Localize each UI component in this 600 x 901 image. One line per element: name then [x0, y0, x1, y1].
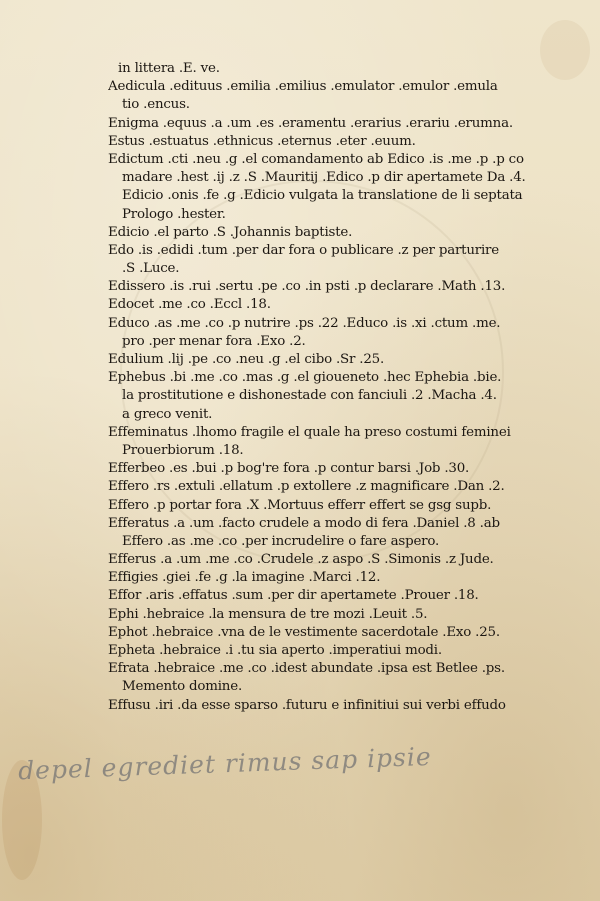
text-line: Efrata .hebraice .me .co .idest abundate .ipsa est Betlee .ps. — [108, 661, 505, 677]
text-line: Edo .is .edidi .tum .per dar fora o publicare .z per parturire — [108, 242, 499, 258]
text-line: Edicio .el parto .S .Johannis baptiste. — [108, 224, 353, 240]
text-line: a greco venit. — [122, 406, 213, 422]
text-line: Ephi .hebraice .la mensura de tre mozi .Leuit .5. — [108, 606, 428, 622]
text-line: .S .Luce. — [122, 261, 180, 277]
text-line: la prostitutione e dishonestade con fanciuli .2 .Macha .4. — [122, 388, 497, 404]
text-line: Edulium .lij .pe .co .neu .g .el cibo .Sr .25. — [108, 352, 385, 367]
text-line: Effero .rs .extuli .ellatum .p extollere .z magnificare .Dan .2. — [108, 479, 505, 495]
text-line: Epheta .hebraice .i .tu sia aperto .imperatiui modi. — [108, 643, 442, 658]
text-line: Prouerbiorum .18. — [122, 442, 244, 458]
text-line: Edicio .onis .fe .g .Edicio vulgata la translatione de li septata — [122, 188, 523, 204]
text-line: Effusu .iri .da esse sparso .futuru e infinitiui sui verbi effudo — [108, 697, 506, 713]
text-line: Efferbeo .es .bui .p bog're fora .p contur barsi .Job .30. — [108, 461, 470, 477]
printed-text-block — [108, 60, 568, 715]
text-line: tio .encus. — [122, 97, 190, 113]
text-line: pro .per menar fora .Exo .2. — [122, 333, 306, 349]
text-line: Effor .aris .effatus .sum .per dir apertamete .Prouer .18. — [108, 588, 479, 604]
text-line: Edocet .me .co .Eccl .18. — [108, 297, 271, 313]
text-line: Effigies .giei .fe .g .la imagine .Marci .12. — [108, 570, 381, 586]
text-line: Edictum .cti .neu .g .el comandamento ab Edico .is .me .p .p co — [108, 151, 524, 167]
text-line: Educo .as .me .co .p nutrire .ps .22 .Educo .is .xi .ctum .me. — [108, 315, 501, 331]
glossary-entries — [108, 78, 568, 715]
text-line: Ephot .hebraice .vna de le vestimente sacerdotale .Exo .25. — [108, 624, 500, 640]
text-line: Edissero .is .rui .sertu .pe .co .in psti .p declarare .Math .13. — [108, 279, 506, 295]
text-line: Efferatus .a .um .facto crudele a modo di fera .Daniel .8 .ab — [108, 515, 500, 531]
text-line: Estus .estuatus .ethnicus .eternus .eter .euum. — [108, 133, 416, 149]
text-line: Enigma .equus .a .um .es .eramentu .erarius .erariu .erumna. — [108, 115, 513, 131]
text-line: Prologo .hester. — [122, 206, 226, 222]
text-line: Effero .as .me .co .per incrudelire o fare aspero. — [122, 533, 440, 549]
text-line: Ephebus .bi .me .co .mas .g .el gioueneto .hec Ephebia .bie. — [108, 370, 502, 386]
page-header: in littera .E. ve. — [118, 61, 220, 76]
text-line: madare .hest .ij .z .S .Mauritij .Edico .p dir apertamete Da .4. — [122, 170, 526, 186]
text-line: Effeminatus .lhomo fragile el quale ha preso costumi feminei — [108, 424, 511, 440]
text-line: Memento domine. — [122, 679, 243, 695]
text-line: Effero .p portar fora .X .Mortuus efferr effert se gsg supb. — [108, 497, 492, 513]
text-line: Efferus .a .um .me .co .Crudele .z aspo .S .Simonis .z Jude. — [108, 552, 494, 568]
handwritten-annotation: depel egrediet rimus sap ipsie — [17, 741, 433, 786]
text-line: Aedicula .edituus .emilia .emilius .emulator .emulor .emula — [108, 79, 498, 95]
